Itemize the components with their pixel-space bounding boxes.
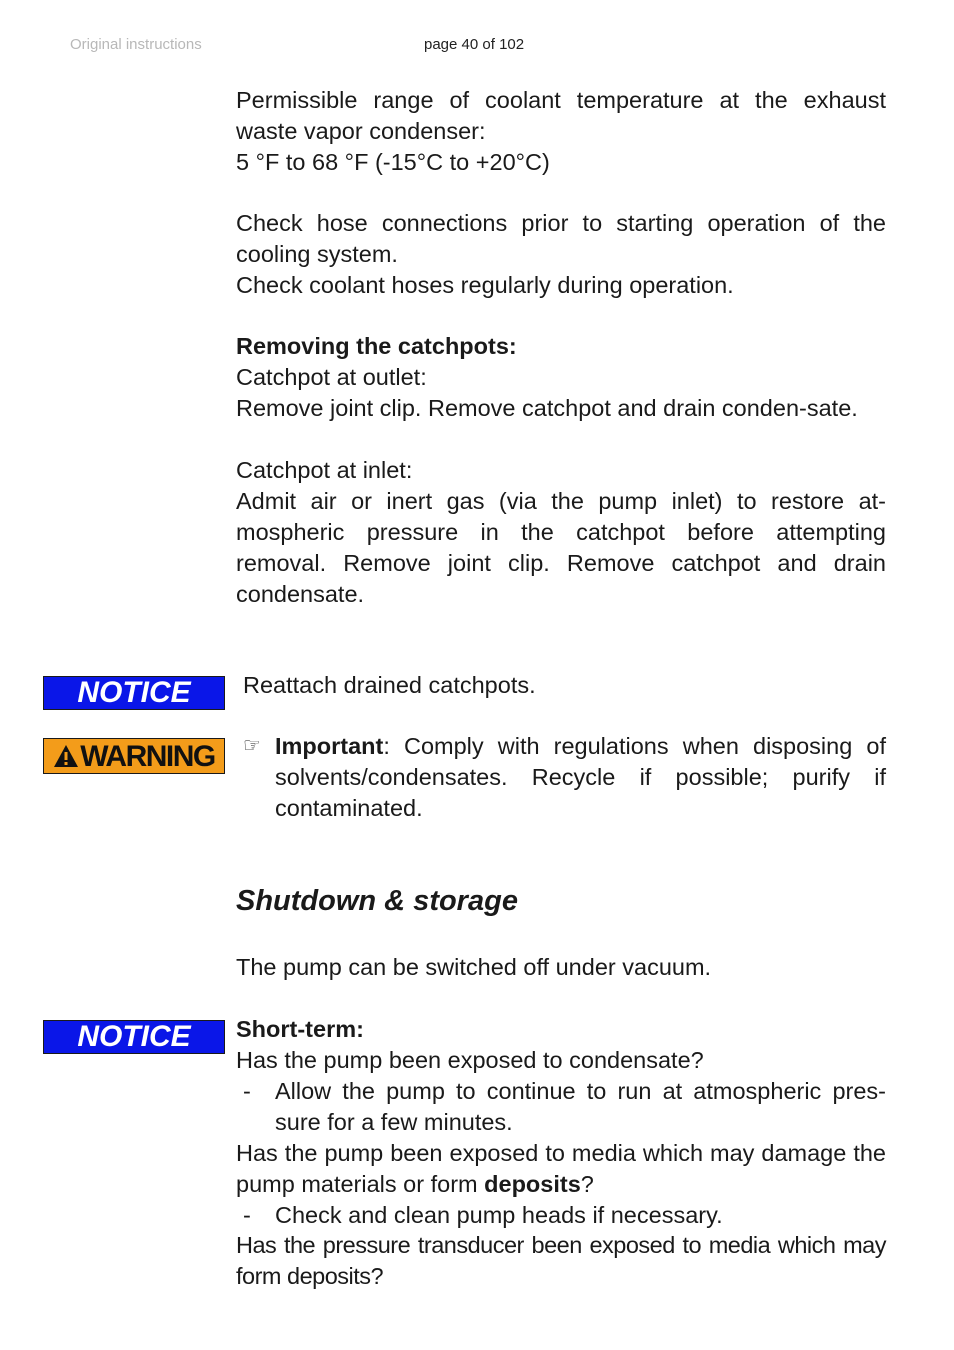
question-transducer: Has the pressure transducer been exposed to media which may form deposits? <box>236 1232 886 1289</box>
hose-line-1: Check hose connections prior to starting operation of the <box>236 210 886 236</box>
catchpot-outlet-text: Remove joint clip. Remove catchpot and drain conden-sate. <box>236 395 858 421</box>
warning-label: WARNING <box>80 739 215 773</box>
deposits-bold: deposits <box>484 1171 581 1197</box>
question-condensate: Has the pump been exposed to condensate? <box>236 1047 704 1073</box>
catchpot-inlet-text: Admit air or inert gas (via the pump inlet) to restore at-mospheric pressure in the catchpot before attempting removal. Remove joint clip. Remove catchpot and drain condensate. <box>236 488 886 607</box>
pointing-hand-icon: ☞ <box>243 735 261 757</box>
question-deposits <box>236 1138 886 1200</box>
short-term-heading-block <box>236 1014 886 1076</box>
warning-triangle-icon <box>53 744 79 768</box>
catchpot-outlet-label: Catchpot at outlet: <box>236 364 427 390</box>
notice-badge-2: NOTICE <box>43 1020 225 1054</box>
hose-line-3: Check coolant hoses regularly during operation. <box>236 272 734 298</box>
answer-deposits: Check and clean pump heads if necessary. <box>275 1202 723 1228</box>
page-number: page 40 of 102 <box>424 36 525 53</box>
coolant-paragraph <box>236 85 886 178</box>
header-doc-label: Original instructions <box>70 36 202 53</box>
dash-bullet-1: - <box>243 1078 251 1104</box>
coolant-temperature-range: 5 °F to 68 °F (-15°C to +20°C) <box>236 149 550 175</box>
answer-condensate: Allow the pump to continue to run at atmospheric pres-sure for a few minutes. <box>275 1078 886 1135</box>
warning-text <box>275 731 886 824</box>
short-term-heading: Short-term: <box>236 1016 364 1042</box>
catchpot-inlet-label: Catchpot at inlet: <box>236 457 413 483</box>
important-label: Important <box>275 733 384 759</box>
catchpot-section <box>236 331 886 610</box>
coolant-line-1: Permissible range of coolant temperature at the exhaust <box>236 87 886 113</box>
question-mark: ? <box>580 1171 594 1197</box>
reattach-text: Reattach drained catchpots. <box>243 672 536 698</box>
question-deposits-text: Has the pump been exposed to media which may damage the pump materials or form <box>236 1140 886 1197</box>
warning-body: : Comply with regulations when disposing of solvents/condensates. Recycle if possible; purify if contaminated. <box>275 733 886 821</box>
notice-badge: NOTICE <box>43 676 225 710</box>
catchpot-heading: Removing the catchpots: <box>236 333 517 359</box>
shutdown-intro: The pump can be switched off under vacuum. <box>236 954 712 980</box>
dash-bullet-2: - <box>243 1202 251 1228</box>
warning-badge <box>43 738 225 774</box>
coolant-line-2: waste vapor condenser: <box>236 118 486 144</box>
hose-paragraph <box>236 208 886 301</box>
hose-line-2: cooling system. <box>236 241 398 267</box>
section-heading: Shutdown & storage <box>236 885 518 917</box>
